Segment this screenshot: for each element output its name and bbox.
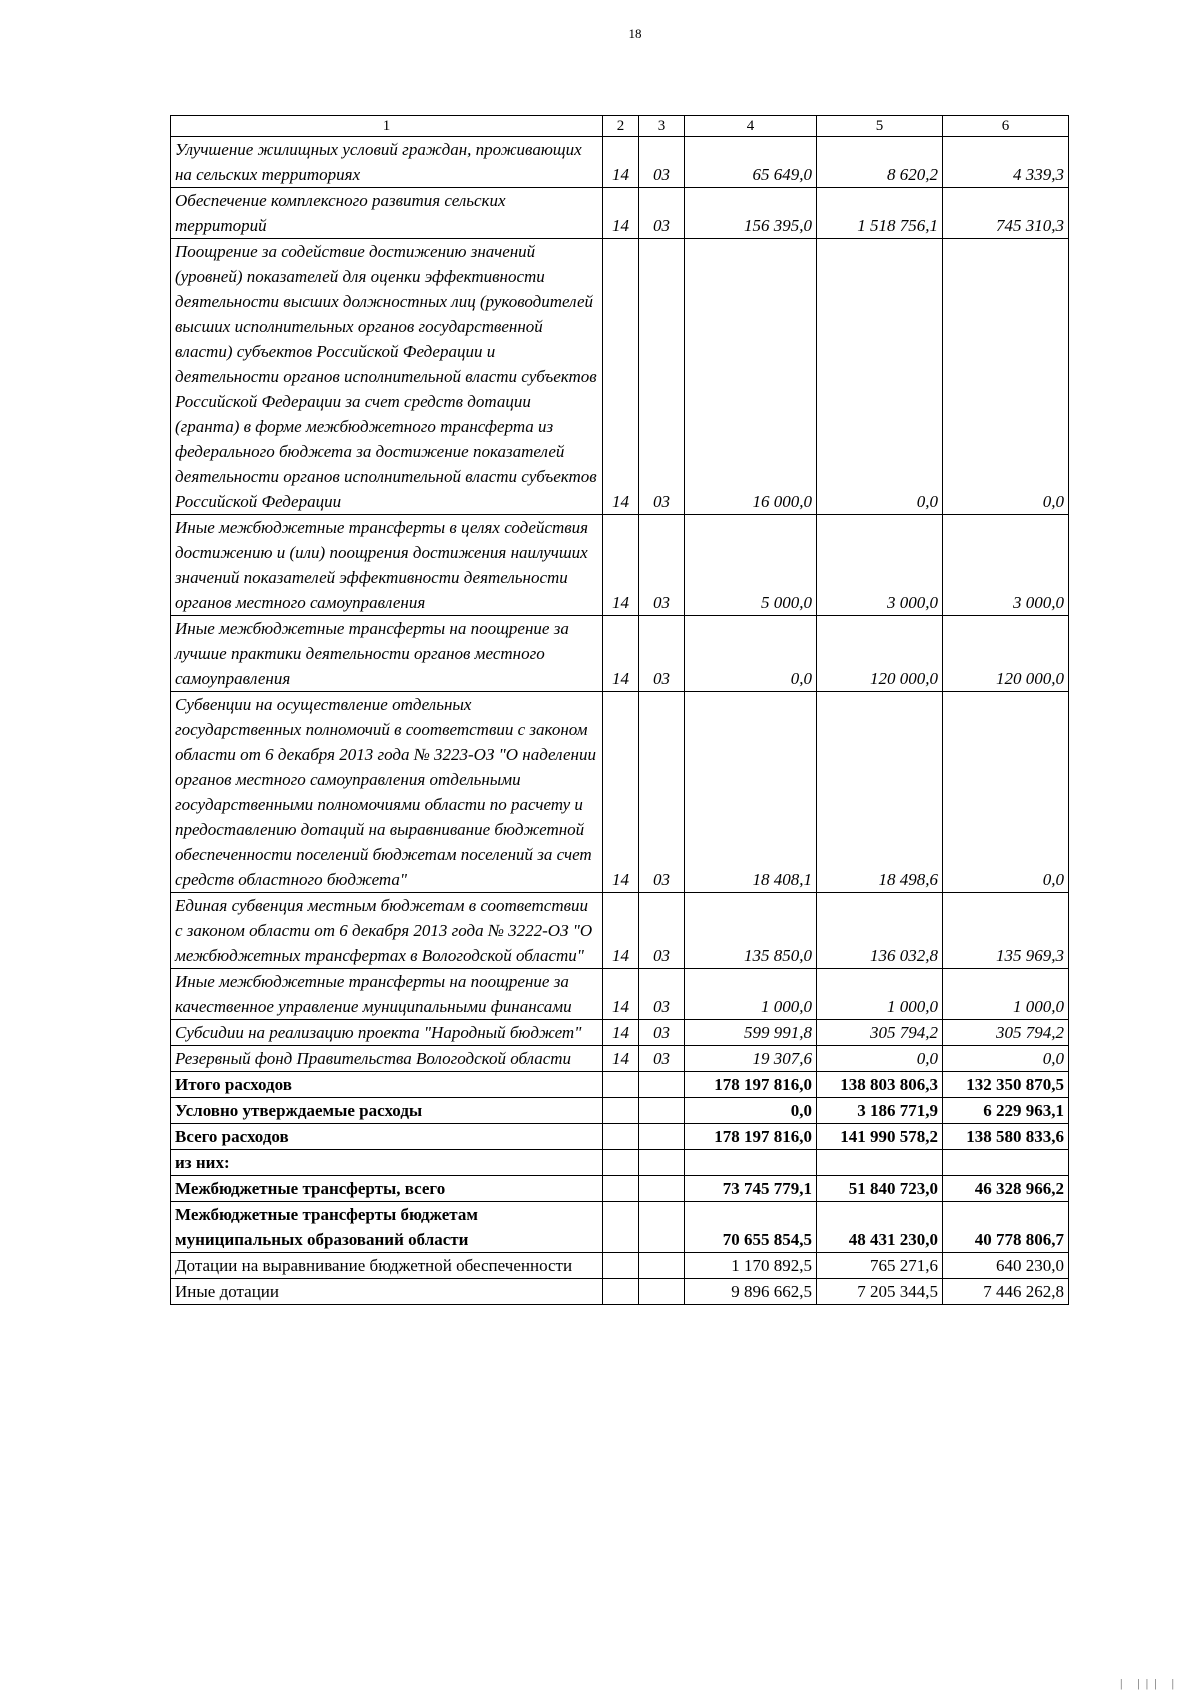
row-name-cell: Единая субвенция местным бюджетам в соответствии с законом области от 6 декабря 2013 года № 3222-ОЗ "О межбюджетных трансфертах в Вологодской области" [171,893,603,969]
section-code-cell: 14 [603,969,639,1020]
value-col6-cell: 305 794,2 [943,1020,1069,1046]
value-col4-cell: 5 000,0 [685,515,817,616]
value-col5-cell: 305 794,2 [817,1020,943,1046]
section-code-cell [603,1098,639,1124]
section-code-cell [603,1150,639,1176]
row-name-cell: Иные дотации [171,1279,603,1305]
row-name-cell: Резервный фонд Правительства Вологодской области [171,1046,603,1072]
subsection-code-cell [639,1202,685,1253]
table-row [171,616,1069,692]
subsection-code-cell [639,1150,685,1176]
table-row [171,1279,1069,1305]
value-col4-cell: 16 000,0 [685,239,817,515]
row-name-cell: Всего расходов [171,1124,603,1150]
subsection-code-cell [639,1124,685,1150]
subsection-code-cell: 03 [639,692,685,893]
subsection-code-cell [639,1253,685,1279]
value-col6-cell: 0,0 [943,1046,1069,1072]
subsection-code-cell [639,1098,685,1124]
value-col4-cell: 18 408,1 [685,692,817,893]
value-col5-cell: 18 498,6 [817,692,943,893]
subsection-code-cell [639,1279,685,1305]
value-col6-cell: 135 969,3 [943,893,1069,969]
row-name-cell: Иные межбюджетные трансферты на поощрение за лучшие практики деятельности органов местного самоуправления [171,616,603,692]
section-code-cell: 14 [603,515,639,616]
header-cell: 3 [639,116,685,137]
value-col4-cell [685,1150,817,1176]
value-col4-cell: 0,0 [685,616,817,692]
table-row [171,1020,1069,1046]
header-cell: 6 [943,116,1069,137]
subsection-code-cell: 03 [639,1046,685,1072]
section-code-cell [603,1124,639,1150]
row-name-cell: Дотации на выравнивание бюджетной обеспеченности [171,1253,603,1279]
table-row [171,1202,1069,1253]
value-col5-cell: 3 186 771,9 [817,1098,943,1124]
value-col4-cell: 1 000,0 [685,969,817,1020]
value-col4-cell: 178 197 816,0 [685,1124,817,1150]
table-row [171,188,1069,239]
value-col6-cell: 7 446 262,8 [943,1279,1069,1305]
value-col6-cell: 0,0 [943,239,1069,515]
value-col6-cell: 6 229 963,1 [943,1098,1069,1124]
value-col5-cell: 0,0 [817,1046,943,1072]
value-col5-cell: 51 840 723,0 [817,1176,943,1202]
value-col5-cell [817,1150,943,1176]
value-col6-cell: 40 778 806,7 [943,1202,1069,1253]
row-name-cell: Межбюджетные трансферты бюджетам муниципальных образований области [171,1202,603,1253]
value-col5-cell: 138 803 806,3 [817,1072,943,1098]
value-col5-cell: 0,0 [817,239,943,515]
header-cell: 4 [685,116,817,137]
section-code-cell [603,1072,639,1098]
row-name-cell: Межбюджетные трансферты, всего [171,1176,603,1202]
header-cell: 2 [603,116,639,137]
row-name-cell: Обеспечение комплексного развития сельских территорий [171,188,603,239]
subsection-code-cell: 03 [639,137,685,188]
table-row [171,515,1069,616]
row-name-cell: Улучшение жилищных условий граждан, проживающих на сельских территориях [171,137,603,188]
table-row [171,1150,1069,1176]
row-name-cell: Субсидии на реализацию проекта "Народный бюджет" [171,1020,603,1046]
value-col6-cell: 120 000,0 [943,616,1069,692]
section-code-cell [603,1176,639,1202]
table-row [171,1124,1069,1150]
section-code-cell [603,1279,639,1305]
subsection-code-cell: 03 [639,1020,685,1046]
section-code-cell: 14 [603,893,639,969]
section-code-cell: 14 [603,239,639,515]
value-col6-cell: 132 350 870,5 [943,1072,1069,1098]
value-col6-cell: 745 310,3 [943,188,1069,239]
value-col5-cell: 765 271,6 [817,1253,943,1279]
value-col5-cell: 48 431 230,0 [817,1202,943,1253]
value-col4-cell: 178 197 816,0 [685,1072,817,1098]
value-col6-cell: 4 339,3 [943,137,1069,188]
table-row [171,893,1069,969]
value-col6-cell: 3 000,0 [943,515,1069,616]
value-col4-cell: 73 745 779,1 [685,1176,817,1202]
table-row [171,137,1069,188]
row-name-cell: Поощрение за содействие достижению значений (уровней) показателей для оценки эффективности деятельности высших должностных лиц (руководителей высших исполнительных органов государственной власти) субъектов Российской Федерации и деятельности органов исполнительной власти субъектов Российской Федерации за счет средств дотации (гранта) в форме межбюджетного трансферта из федерального бюджета за достижение показателей деятельности органов исполнительной власти субъектов Российской Федерации [171,239,603,515]
row-name-cell: Субвенции на осуществление отдельных государственных полномочий в соответствии с законом области от 6 декабря 2013 года № 3223-ОЗ "О наделении органов местного самоуправления отдельными государственными полномочиями области по расчету и предоставлению дотаций на выравнивание бюджетной обеспеченности поселений бюджетам поселений за счет средств областного бюджета" [171,692,603,893]
value-col6-cell: 640 230,0 [943,1253,1069,1279]
row-name-cell: Итого расходов [171,1072,603,1098]
value-col5-cell: 1 000,0 [817,969,943,1020]
subsection-code-cell: 03 [639,893,685,969]
section-code-cell: 14 [603,1046,639,1072]
value-col5-cell: 136 032,8 [817,893,943,969]
value-col4-cell: 1 170 892,5 [685,1253,817,1279]
value-col5-cell: 1 518 756,1 [817,188,943,239]
section-code-cell: 14 [603,692,639,893]
section-code-cell [603,1202,639,1253]
value-col5-cell: 120 000,0 [817,616,943,692]
table-row [171,1072,1069,1098]
value-col6-cell: 1 000,0 [943,969,1069,1020]
value-col4-cell: 599 991,8 [685,1020,817,1046]
subsection-code-cell: 03 [639,515,685,616]
row-name-cell: Иные межбюджетные трансферты в целях содействия достижению и (или) поощрения достижения наилучших значений показателей эффективности деятельности органов местного самоуправления [171,515,603,616]
page-number: 18 [628,26,642,41]
row-name-cell: Иные межбюджетные трансферты на поощрение за качественное управление муниципальными финансами [171,969,603,1020]
section-code-cell: 14 [603,1020,639,1046]
table-row [171,692,1069,893]
value-col5-cell: 8 620,2 [817,137,943,188]
value-col4-cell: 156 395,0 [685,188,817,239]
value-col4-cell: 135 850,0 [685,893,817,969]
subsection-code-cell [639,1176,685,1202]
subsection-code-cell [639,1072,685,1098]
value-col6-cell: 46 328 966,2 [943,1176,1069,1202]
row-name-cell: Условно утверждаемые расходы [171,1098,603,1124]
row-name-cell: из них: [171,1150,603,1176]
table-row [171,1253,1069,1279]
value-col6-cell [943,1150,1069,1176]
budget-table [170,115,1069,1305]
scan-marks: | ||| | [1119,1676,1180,1690]
table-row [171,239,1069,515]
header-cell: 5 [817,116,943,137]
value-col5-cell: 141 990 578,2 [817,1124,943,1150]
subsection-code-cell: 03 [639,188,685,239]
header-row [171,116,1069,137]
value-col4-cell: 65 649,0 [685,137,817,188]
section-code-cell: 14 [603,137,639,188]
value-col4-cell: 19 307,6 [685,1046,817,1072]
table-row [171,1098,1069,1124]
value-col4-cell: 70 655 854,5 [685,1202,817,1253]
table-row [171,1046,1069,1072]
value-col6-cell: 0,0 [943,692,1069,893]
subsection-code-cell: 03 [639,969,685,1020]
budget-table-body [171,116,1069,1305]
section-code-cell [603,1253,639,1279]
subsection-code-cell: 03 [639,239,685,515]
value-col4-cell: 9 896 662,5 [685,1279,817,1305]
section-code-cell: 14 [603,188,639,239]
value-col5-cell: 3 000,0 [817,515,943,616]
subsection-code-cell: 03 [639,616,685,692]
value-col5-cell: 7 205 344,5 [817,1279,943,1305]
section-code-cell: 14 [603,616,639,692]
table-row [171,1176,1069,1202]
value-col4-cell: 0,0 [685,1098,817,1124]
value-col6-cell: 138 580 833,6 [943,1124,1069,1150]
header-cell: 1 [171,116,603,137]
table-row [171,969,1069,1020]
